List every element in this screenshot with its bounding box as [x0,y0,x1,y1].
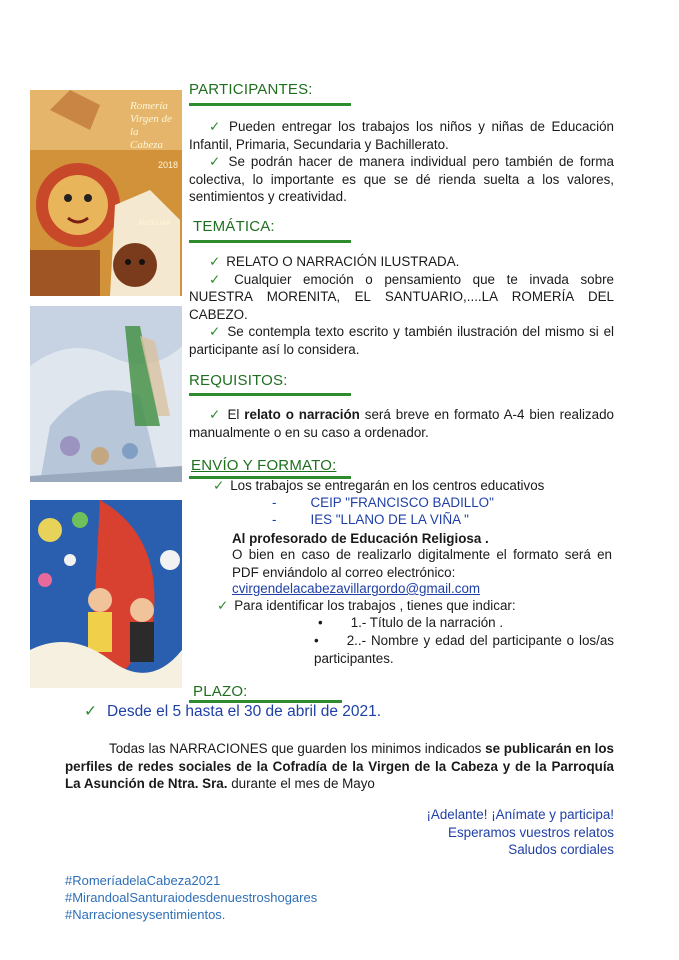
envio-school-2 [272,511,469,529]
publication-post: durante el mes de Mayo [231,776,375,791]
participantes-item-1 [189,118,614,153]
poster-year: 2018 [158,160,179,170]
hashtags-block [65,872,317,923]
email-link[interactable]: cvirgendelacabezavillargordo@gmail.com [232,581,481,596]
section-heading-plazo: PLAZO: [193,683,248,700]
envio-line-1-text: Los trabajos se entregarán en los centros educativos [230,478,545,493]
tematica-item-1 [189,253,614,271]
envio-point-1 [318,614,503,632]
plazo-dates-line [84,702,381,721]
check-icon: ✓ [209,407,222,422]
poster-title-line3: Cabeza [130,139,163,151]
check-icon: ✓ [209,254,221,269]
publication-paragraph [65,740,614,793]
tematica-item-3 [189,323,614,358]
school-1-name: CEIP "FRANCISCO BADILLO" [310,495,494,510]
envio-point-1-text: 1.- Título de la narración . [350,615,504,630]
participantes-item-2 [189,153,614,206]
check-icon: ✓ [217,598,229,613]
tematica-text [189,253,614,358]
check-icon: ✓ [84,703,97,720]
envio-email-line [232,580,480,598]
publication-pre: Todas las NARRACIONES que guarden los minimos indicados [109,741,482,756]
check-icon: ✓ [209,271,229,287]
envio-point-2 [314,632,614,667]
hashtag-1[interactable]: #RomeríadelaCabeza2021 [65,873,221,888]
poster-title [130,100,182,152]
envio-point-2-text: 2..- Nombre y edad del participante o los/as participantes. [314,633,614,666]
bullet-icon: • [314,633,319,648]
envio-line-1 [213,477,613,495]
requisitos-item [189,406,614,441]
participantes-item-2-text: Se podrán hacer de manera individual pero también de forma colectiva, lo importante es que se dé rienda suelta a los valores, sentimientos y creatividad. [189,154,614,204]
poster-image-romeria [30,90,182,296]
closing-line-1: ¡Adelante! ¡Anímate y participa! [426,807,614,822]
plazo-dates: Desde el 5 hasta el 30 de abril de 2021. [107,703,382,720]
envio-identify-text: Para identificar los trabajos , tienes que indicar: [234,598,516,613]
requisitos-pre: El [227,407,240,422]
section-heading-requisitos: REQUISITOS: [189,372,288,389]
closing-line-2: Esperamos vuestros relatos [448,824,614,840]
check-icon: ✓ [209,154,223,169]
requisitos-post: será breve en formato A-4 bien realizado manualmente o en su caso a ordenador. [189,407,614,440]
envio-digital: O bien en caso de realizarlo digitalmente el formato será en PDF enviándolo al correo electrónico: [232,547,612,580]
poster-place: ANDÚJAR [138,220,172,227]
heading-underline [189,103,351,106]
hashtag-2[interactable]: #MirandoalSanturaiodesdenuestroshogares [65,890,318,905]
envio-school-1 [272,494,494,512]
poster-title-line1: Romería [130,100,168,112]
check-icon: ✓ [213,478,225,493]
tematica-item-2-text: Cualquier emoción o pensamiento que te invada sobre NUESTRA MORENITA, EL SANTUARIO,....LA ROMERÍA DEL CABEZO. [189,271,614,322]
dash-bullet: - [272,512,277,527]
section-heading-tematica: TEMÁTICA: [193,218,275,235]
closing-line-3: Saludos cordiales [508,842,614,857]
hashtag-3[interactable]: #Narracionesysentimientos. [65,907,226,922]
tematica-item-1-text: RELATO O NARRACIÓN ILUSTRADA. [226,254,460,269]
envio-profesorado: Al profesorado de Educación Religiosa . [232,531,489,546]
tematica-item-3-text: Se contempla texto escrito y también ilustración del mismo si el participante así lo considera. [189,324,614,357]
envio-identify [217,597,516,615]
requisitos-text [189,406,614,441]
section-heading-participantes: PARTICIPANTES: [189,81,313,98]
heading-underline [189,393,351,396]
check-icon: ✓ [209,324,222,339]
participantes-text [189,118,614,206]
school-2-name: IES "LLANO DE LA VIÑA " [310,512,469,527]
closing-block [330,806,614,859]
publication-bold: se publicarán en los perfiles de redes sociales de la Cofradía de la Virgen de la Cabeza y de la Parroquía La Asunción de Ntra. Sra. [65,741,614,791]
drawing-image-children [30,500,182,688]
check-icon: ✓ [209,119,224,134]
participantes-item-1-text: Pueden entregar los trabajos los niños y niñas de Educación Infantil, Primaria, Secundaria y Bachillerato. [189,119,614,152]
tematica-item-2 [189,271,614,324]
poster-title-line2: Virgen de la [130,113,172,138]
section-heading-envio: ENVÍO Y FORMATO: [191,457,337,474]
heading-underline [189,240,351,243]
requisitos-bold: relato o narración [244,407,360,422]
painting-image-procession [30,306,182,482]
bullet-icon: • [318,615,323,630]
dash-bullet: - [272,495,277,510]
